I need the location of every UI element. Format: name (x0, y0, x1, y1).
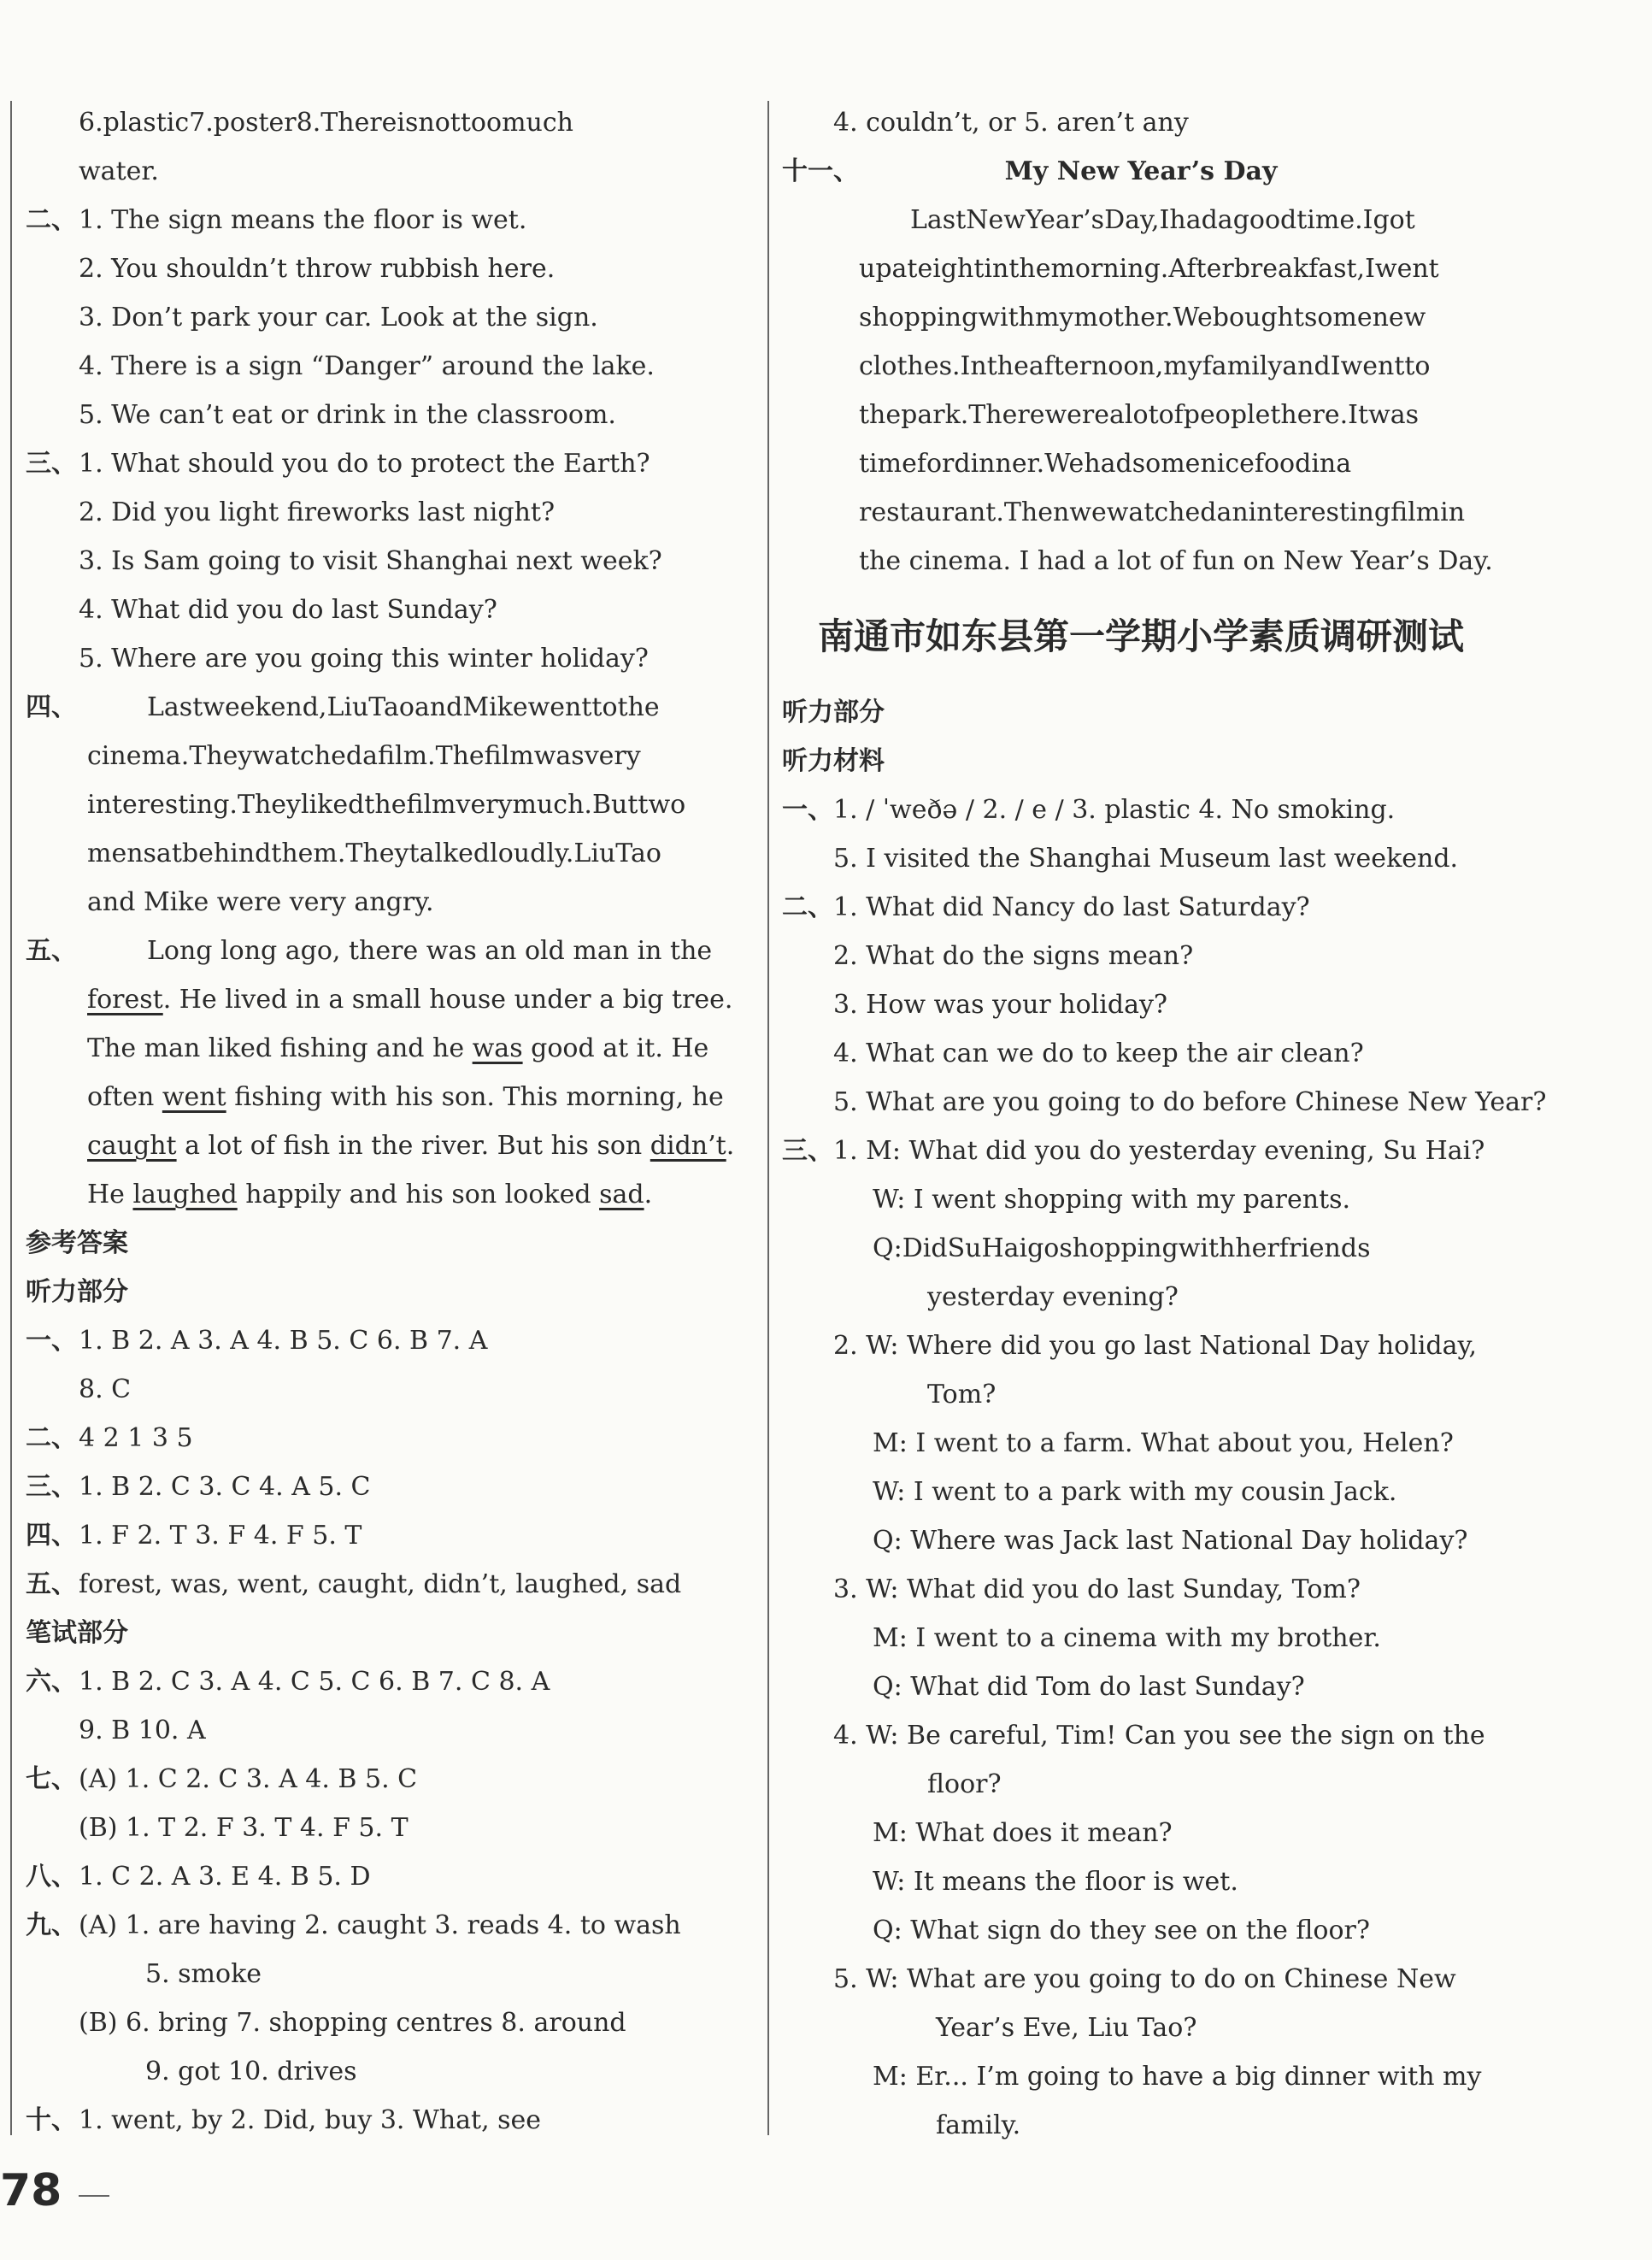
list-item: 3. Is Sam going to visit Shanghai next week? (79, 546, 662, 576)
essay-line: upateightinthemorning.Afterbreakfast,Iwent (859, 254, 1439, 284)
dialogue-line: Q: What did Tom do last Sunday? (873, 1672, 1305, 1702)
list-item: 1. What should you do to protect the Earth? (79, 449, 650, 479)
filled-blank: didn’t (650, 1131, 726, 1161)
section-label: 八、 (26, 1862, 77, 1892)
left-margin-rule (10, 101, 12, 2135)
dialogue-line: Q: What sign do they see on the floor? (873, 1916, 1370, 1945)
material-line: 5. What are you going to do before Chinese New Year? (833, 1087, 1547, 1117)
answer-line: 4. couldn’t, or 5. aren’t any (833, 108, 1189, 138)
list-item: 4. What did you do last Sunday? (79, 595, 497, 625)
dialogue-line: W: I went shopping with my parents. (873, 1185, 1351, 1215)
answer-line: 4 2 1 3 5 (79, 1423, 193, 1453)
dialogue-line: 5. W: What are you going to do on Chinese New (833, 1964, 1456, 1994)
essay-line: timefordinner.Wehadsomenicefoodina (859, 449, 1352, 479)
dialogue-line: M: What does it mean? (873, 1818, 1173, 1848)
filled-blank: laughed (132, 1180, 238, 1209)
answers-title: 参考答案 (26, 1228, 128, 1258)
passage-line: Long long ago, there was an old man in the (147, 936, 713, 966)
list-item: 1. The sign means the floor is wet. (79, 205, 527, 235)
dialogue-line: 1. M: What did you do yesterday evening, Su Hai? (833, 1136, 1485, 1166)
section-label: 五、 (26, 1569, 77, 1599)
dialogue-line: M: I went to a cinema with my brother. (873, 1623, 1381, 1653)
section-label: 二、 (26, 205, 77, 235)
section-label: 一、 (782, 795, 833, 825)
answer-line: 1. B 2. A 3. A 4. B 5. C 6. B 7. A (79, 1326, 488, 1356)
section-label: 九、 (26, 1910, 77, 1940)
section-label: 十一、 (782, 156, 859, 186)
section-label: 五、 (26, 936, 77, 966)
answer-line: 1. C 2. A 3. E 4. B 5. D (79, 1862, 371, 1892)
essay-line: shoppingwithmymother.Weboughtsomenew (859, 303, 1426, 333)
answer-line: 8. C (79, 1374, 132, 1404)
section-label: 三、 (782, 1136, 833, 1166)
section-label: 六、 (26, 1667, 77, 1697)
passage-line: The man liked fishing and he was good at it. He (87, 1033, 709, 1063)
dialogue-line: W: I went to a park with my cousin Jack. (873, 1477, 1397, 1507)
dialogue-line: yesterday evening? (927, 1282, 1179, 1312)
dialogue-line: floor? (927, 1769, 1002, 1799)
passage-line: often went fishing with his son. This morning, he (87, 1082, 724, 1112)
filled-blank: forest (87, 985, 163, 1015)
test-heading: 南通市如东县第一学期小学素质调研测试 (817, 615, 1464, 657)
material-line: 3. How was your holiday? (833, 990, 1167, 1020)
answer-line: (A) 1. C 2. C 3. A 4. B 5. C (79, 1764, 418, 1794)
dialogue-line: M: Er... I’m going to have a big dinner with my (873, 2062, 1482, 2092)
answer-line: 9. B 10. A (79, 1716, 206, 1745)
filled-blank: was (472, 1033, 523, 1063)
list-item: 3. Don’t park your car. Look at the sign. (79, 303, 598, 333)
section-label: 二、 (26, 1423, 77, 1453)
filled-blank: caught (87, 1131, 177, 1161)
left-column (26, 98, 761, 2145)
material-line: 5. I visited the Shanghai Museum last weekend. (833, 844, 1459, 874)
text-line: 6.plastic7.poster8.Thereisnottoomuch (79, 108, 573, 138)
page-number: 78 (0, 2165, 62, 2216)
material-line: 1. / ˈweðə / 2. / e / 3. plastic 4. No smoking. (833, 795, 1396, 825)
list-item: 5. We can’t eat or drink in the classroom. (79, 400, 616, 430)
passage-line: mensatbehindthem.Theytalkedloudly.LiuTao (87, 839, 661, 868)
section-label: 七、 (26, 1764, 77, 1794)
writing-part-heading: 笔试部分 (26, 1618, 128, 1648)
material-line: 2. What do the signs mean? (833, 941, 1194, 971)
list-item: 4. There is a sign “Danger” around the lake. (79, 351, 655, 381)
essay-line: clothes.Intheafternoon,myfamilyandIwentto (859, 351, 1431, 381)
section-label: 十、 (26, 2105, 77, 2135)
filled-blank: went (162, 1082, 226, 1112)
answer-line: 1. B 2. C 3. C 4. A 5. C (79, 1472, 371, 1502)
filled-blank: sad (599, 1180, 644, 1209)
passage-line: forest. He lived in a small house under a big tree. (87, 985, 733, 1015)
dialogue-line: Q:DidSuHaigoshoppingwithherfriends (873, 1233, 1371, 1263)
dialogue-line: Q: Where was Jack last National Day holiday? (873, 1526, 1468, 1556)
answer-line: forest, was, went, caught, didn’t, laughed, sad (79, 1569, 682, 1599)
page-number-rule (79, 2195, 109, 2197)
section-label: 二、 (782, 892, 833, 922)
answer-line: (A) 1. are having 2. caught 3. reads 4. to wash (79, 1910, 681, 1940)
dialogue-line: family. (936, 2110, 1021, 2140)
essay-line: the cinema. I had a lot of fun on New Year’s Day. (859, 546, 1493, 576)
text-line: water. (79, 156, 159, 186)
section-label: 四、 (26, 1521, 77, 1551)
column-divider (767, 101, 769, 2135)
essay-line: restaurant.Thenwewatchedaninterestingfilmin (859, 497, 1466, 527)
answer-line: 5. smoke (145, 1959, 262, 1989)
passage-line: interesting.Theylikedthefilmverymuch.Buttwo (87, 790, 686, 820)
right-column (782, 98, 1547, 2150)
material-line: 1. What did Nancy do last Saturday? (833, 892, 1310, 922)
listening-part-heading: 听力部分 (782, 697, 885, 727)
answer-line: (B) 1. T 2. F 3. T 4. F 5. T (79, 1813, 409, 1843)
listening-materials-heading: 听力材料 (782, 746, 885, 776)
section-label: 三、 (26, 1472, 77, 1502)
passage-line: cinema.Theywatchedafilm.Thefilmwasvery (87, 741, 641, 771)
list-item: 2. Did you light fireworks last night? (79, 497, 556, 527)
material-line: 4. What can we do to keep the air clean? (833, 1039, 1364, 1068)
dialogue-line: 2. W: Where did you go last National Day holiday, (833, 1331, 1478, 1361)
dialogue-line: W: It means the floor is wet. (873, 1867, 1238, 1897)
essay-line: thepark.Therewerealotofpeoplethere.Itwas (859, 400, 1420, 430)
dialogue-line: 3. W: What did you do last Sunday, Tom? (833, 1574, 1361, 1604)
passage-line: He laughed happily and his son looked sad. (87, 1180, 653, 1209)
essay-title: My New Year’s Day (1004, 156, 1278, 186)
passage-line: and Mike were very angry. (87, 887, 434, 917)
dialogue-line: Year’s Eve, Liu Tao? (936, 2013, 1197, 2043)
dialogue-line: 4. W: Be careful, Tim! Can you see the sign on the (833, 1721, 1485, 1751)
list-item: 5. Where are you going this winter holiday? (79, 644, 649, 674)
answer-line: 1. B 2. C 3. A 4. C 5. C 6. B 7. C 8. A (79, 1667, 550, 1697)
dialogue-line: M: I went to a farm. What about you, Helen? (873, 1428, 1454, 1458)
essay-line: LastNewYear’sDay,Ihadagoodtime.Igot (910, 205, 1415, 235)
listening-part-heading: 听力部分 (26, 1277, 128, 1307)
section-label: 一、 (26, 1326, 77, 1356)
list-item: 2. You shouldn’t throw rubbish here. (79, 254, 556, 284)
answer-line: (B) 6. bring 7. shopping centres 8. around (79, 2008, 626, 2038)
answer-line: 9. got 10. drives (145, 2057, 357, 2086)
answer-line: 1. F 2. T 3. F 4. F 5. T (79, 1521, 362, 1551)
passage-line: Lastweekend,LiuTaoandMikewenttothe (147, 692, 660, 722)
dialogue-line: Tom? (927, 1380, 996, 1410)
section-label: 四、 (26, 692, 77, 722)
passage-line: caught a lot of fish in the river. But his son didn’t. (87, 1131, 735, 1161)
answer-line: 1. went, by 2. Did, buy 3. What, see (79, 2105, 542, 2135)
section-label: 三、 (26, 449, 77, 479)
